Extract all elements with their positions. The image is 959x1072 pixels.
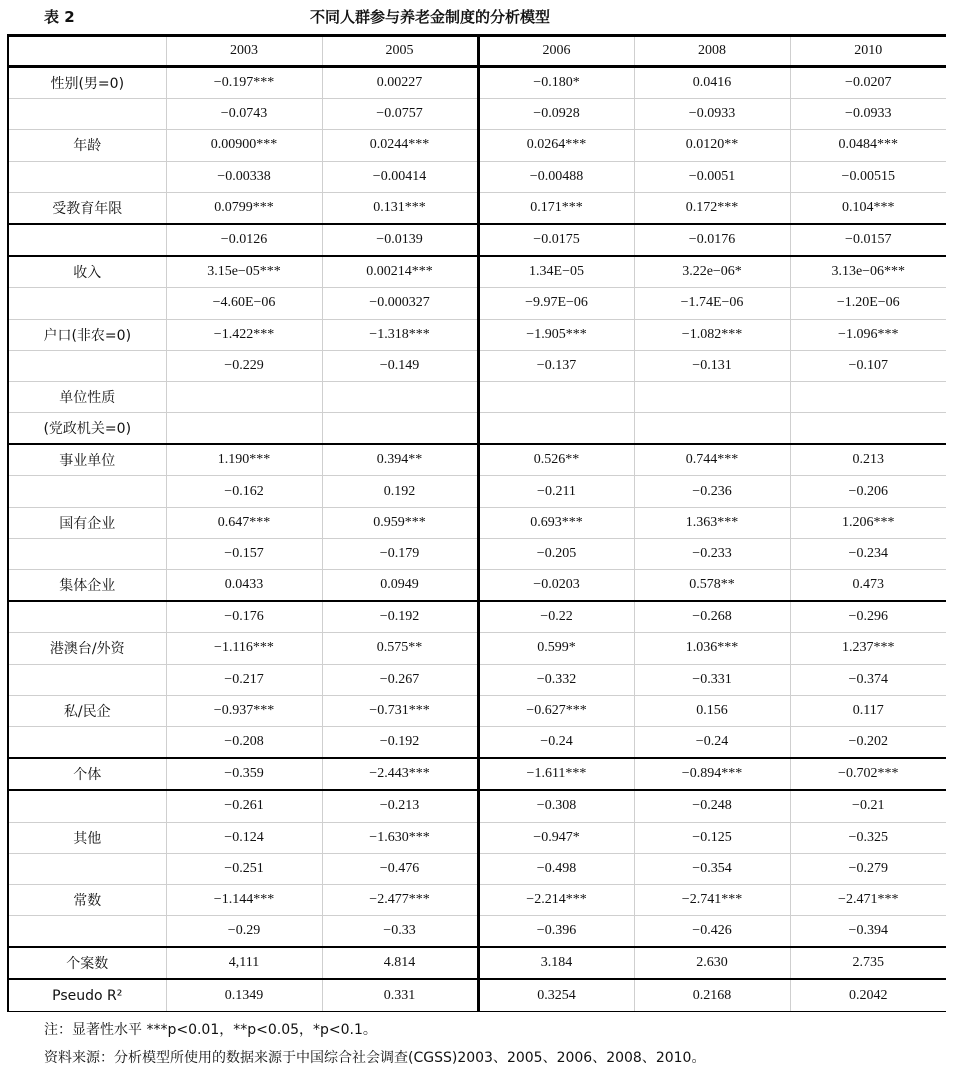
row-label: 性别(男=0): [8, 67, 166, 99]
table-row: [8, 601, 946, 633]
coefficient-cell: −0.234: [790, 538, 946, 569]
coefficient-cell: 0.117: [790, 695, 946, 726]
table-row: [8, 319, 946, 350]
coefficient-cell: −0.374: [790, 664, 946, 695]
significance-note: 注：显著性水平 ***p<0.01，**p<0.05，*p<0.1。: [44, 1022, 377, 1038]
coefficient-cell: −0.702***: [790, 758, 946, 790]
row-label: 私/民企: [8, 695, 166, 726]
table-row: [8, 979, 946, 1011]
table-row: [8, 695, 946, 726]
coefficient-cell: 0.172***: [634, 192, 790, 224]
row-label: [8, 790, 166, 822]
row-label: 年龄: [8, 130, 166, 161]
coefficient-cell: −9.97E−06: [478, 288, 634, 319]
coefficient-cell: −0.206: [790, 476, 946, 507]
coefficient-cell: −0.107: [790, 350, 946, 381]
coefficient-cell: −0.0757: [322, 99, 478, 130]
coefficient-cell: −1.096***: [790, 319, 946, 350]
coefficient-cell: 0.0799***: [166, 192, 322, 224]
coefficient-cell: 0.0264***: [478, 130, 634, 161]
coefficient-cell: −0.211: [478, 476, 634, 507]
coefficient-cell: −0.894***: [634, 758, 790, 790]
coefficient-cell: −0.162: [166, 476, 322, 507]
coefficient-cell: −0.261: [166, 790, 322, 822]
table-row: [8, 350, 946, 381]
coefficient-cell: −0.296: [790, 601, 946, 633]
row-label: [8, 350, 166, 381]
table-label: 表 2: [44, 8, 75, 26]
coefficient-cell: −0.308: [478, 790, 634, 822]
coefficient-cell: −0.248: [634, 790, 790, 822]
coefficient-cell: −4.60E−06: [166, 288, 322, 319]
coefficient-cell: −0.0928: [478, 99, 634, 130]
coefficient-cell: −1.20E−06: [790, 288, 946, 319]
coefficient-cell: −0.180*: [478, 67, 634, 99]
coefficient-cell: −0.22: [478, 601, 634, 633]
coefficient-cell: 0.00214***: [322, 256, 478, 288]
coefficient-cell: 0.3254: [478, 979, 634, 1011]
coefficient-cell: −0.137: [478, 350, 634, 381]
coefficient-cell: −0.426: [634, 916, 790, 948]
table-row: [8, 947, 946, 979]
coefficient-cell: −0.21: [790, 790, 946, 822]
coefficient-cell: [634, 381, 790, 412]
coefficient-cell: 0.0244***: [322, 130, 478, 161]
coefficient-cell: 0.647***: [166, 507, 322, 538]
coefficient-cell: 3.13e−06***: [790, 256, 946, 288]
coefficient-cell: −0.00488: [478, 161, 634, 192]
coefficient-cell: 0.213: [790, 444, 946, 476]
coefficient-cell: −0.192: [322, 726, 478, 758]
coefficient-cell: 0.578**: [634, 570, 790, 602]
coefficient-cell: −2.741***: [634, 884, 790, 915]
coefficient-cell: 0.0433: [166, 570, 322, 602]
table-row: [8, 726, 946, 758]
coefficient-cell: −0.396: [478, 916, 634, 948]
row-label: [8, 161, 166, 192]
row-label: [8, 476, 166, 507]
coefficient-cell: −0.125: [634, 822, 790, 853]
coefficient-cell: 0.192: [322, 476, 478, 507]
table-row: [8, 444, 946, 476]
coefficient-cell: 1.237***: [790, 633, 946, 664]
coefficient-cell: 1.34E−05: [478, 256, 634, 288]
year-header: 2003: [166, 36, 322, 67]
coefficient-cell: −1.422***: [166, 319, 322, 350]
coefficient-cell: −0.000327: [322, 288, 478, 319]
row-label: [8, 726, 166, 758]
coefficient-cell: 1.363***: [634, 507, 790, 538]
table-row: [8, 822, 946, 853]
coefficient-cell: −0.267: [322, 664, 478, 695]
row-label: [8, 538, 166, 569]
coefficient-cell: 0.156: [634, 695, 790, 726]
table-row: [8, 884, 946, 915]
coefficient-cell: 0.599*: [478, 633, 634, 664]
regression-table: [7, 34, 946, 1012]
coefficient-cell: −0.268: [634, 601, 790, 633]
row-label: 个案数: [8, 947, 166, 979]
table-row: [8, 99, 946, 130]
coefficient-cell: −0.0743: [166, 99, 322, 130]
coefficient-cell: 1.190***: [166, 444, 322, 476]
year-header-row: [8, 36, 946, 67]
coefficient-cell: [790, 413, 946, 445]
corner-cell: [8, 36, 166, 67]
year-header: 2006: [478, 36, 634, 67]
table-row: [8, 758, 946, 790]
coefficient-cell: 0.00900***: [166, 130, 322, 161]
coefficient-cell: −1.905***: [478, 319, 634, 350]
coefficient-cell: [478, 381, 634, 412]
coefficient-cell: −0.205: [478, 538, 634, 569]
coefficient-cell: −0.0126: [166, 224, 322, 256]
coefficient-cell: −0.0933: [634, 99, 790, 130]
coefficient-cell: 0.331: [322, 979, 478, 1011]
coefficient-cell: −2.214***: [478, 884, 634, 915]
coefficient-cell: 3.184: [478, 947, 634, 979]
coefficient-cell: 1.036***: [634, 633, 790, 664]
coefficient-cell: −0.331: [634, 664, 790, 695]
coefficient-cell: −0.359: [166, 758, 322, 790]
coefficient-cell: 2.630: [634, 947, 790, 979]
table-row: [8, 413, 946, 445]
coefficient-cell: 0.959***: [322, 507, 478, 538]
coefficient-cell: −0.251: [166, 853, 322, 884]
coefficient-cell: [322, 413, 478, 445]
coefficient-cell: [166, 381, 322, 412]
coefficient-cell: −2.443***: [322, 758, 478, 790]
coefficient-cell: −0.00515: [790, 161, 946, 192]
row-label: 国有企业: [8, 507, 166, 538]
source-note: 资料来源：分析模型所使用的数据来源于中国综合社会调查(CGSS)2003、2005、2006、2008、2010。: [44, 1050, 706, 1066]
coefficient-cell: −0.00414: [322, 161, 478, 192]
table-row: [8, 853, 946, 884]
coefficient-cell: −0.217: [166, 664, 322, 695]
coefficient-cell: −0.0175: [478, 224, 634, 256]
row-label: Pseudo R²: [8, 979, 166, 1011]
coefficient-cell: −0.731***: [322, 695, 478, 726]
table-row: [8, 633, 946, 664]
coefficient-cell: −0.937***: [166, 695, 322, 726]
coefficient-cell: −0.157: [166, 538, 322, 569]
coefficient-cell: −0.192: [322, 601, 478, 633]
coefficient-cell: −0.233: [634, 538, 790, 569]
table-row: [8, 192, 946, 224]
coefficient-cell: −1.611***: [478, 758, 634, 790]
table-row: [8, 664, 946, 695]
coefficient-cell: 0.744***: [634, 444, 790, 476]
row-label: [8, 99, 166, 130]
table-row: [8, 507, 946, 538]
coefficient-cell: 0.394**: [322, 444, 478, 476]
coefficient-cell: −1.144***: [166, 884, 322, 915]
coefficient-cell: −0.208: [166, 726, 322, 758]
row-label: 受教育年限: [8, 192, 166, 224]
coefficient-cell: −0.176: [166, 601, 322, 633]
coefficient-cell: −0.0176: [634, 224, 790, 256]
row-label: [8, 224, 166, 256]
coefficient-cell: −1.082***: [634, 319, 790, 350]
coefficient-cell: −0.00338: [166, 161, 322, 192]
coefficient-cell: 0.0484***: [790, 130, 946, 161]
coefficient-cell: 1.206***: [790, 507, 946, 538]
coefficient-cell: 3.22e−06*: [634, 256, 790, 288]
coefficient-cell: −0.197***: [166, 67, 322, 99]
coefficient-cell: −0.0207: [790, 67, 946, 99]
row-label: (党政机关=0): [8, 413, 166, 445]
coefficient-cell: 0.575**: [322, 633, 478, 664]
coefficient-cell: −0.0203: [478, 570, 634, 602]
coefficient-cell: −1.74E−06: [634, 288, 790, 319]
table-row: [8, 130, 946, 161]
coefficient-cell: 0.693***: [478, 507, 634, 538]
coefficient-cell: −0.179: [322, 538, 478, 569]
coefficient-cell: −1.116***: [166, 633, 322, 664]
table-row: [8, 790, 946, 822]
row-label: 单位性质: [8, 381, 166, 412]
year-header: 2008: [634, 36, 790, 67]
coefficient-cell: 0.0416: [634, 67, 790, 99]
coefficient-cell: 4.814: [322, 947, 478, 979]
coefficient-cell: [790, 381, 946, 412]
coefficient-cell: −0.476: [322, 853, 478, 884]
coefficient-cell: −1.630***: [322, 822, 478, 853]
row-label: 个体: [8, 758, 166, 790]
table-notes: [44, 1016, 705, 1072]
coefficient-cell: 2.735: [790, 947, 946, 979]
table-row: [8, 570, 946, 602]
coefficient-cell: −0.236: [634, 476, 790, 507]
row-label: [8, 601, 166, 633]
table-row: [8, 161, 946, 192]
coefficient-cell: 4,111: [166, 947, 322, 979]
table-row: [8, 256, 946, 288]
coefficient-cell: 0.104***: [790, 192, 946, 224]
row-label: 事业单位: [8, 444, 166, 476]
row-label: [8, 853, 166, 884]
coefficient-cell: −0.0051: [634, 161, 790, 192]
table-title: 不同人群参与养老金制度的分析模型: [310, 8, 551, 26]
row-label: [8, 664, 166, 695]
coefficient-cell: −0.498: [478, 853, 634, 884]
coefficient-cell: 0.0949: [322, 570, 478, 602]
coefficient-cell: 0.0120**: [634, 130, 790, 161]
coefficient-cell: 0.131***: [322, 192, 478, 224]
coefficient-cell: 0.1349: [166, 979, 322, 1011]
table-row: [8, 538, 946, 569]
table-row: [8, 476, 946, 507]
table-row: [8, 916, 946, 948]
row-label: [8, 916, 166, 948]
coefficient-cell: 0.2042: [790, 979, 946, 1011]
coefficient-cell: −0.0157: [790, 224, 946, 256]
coefficient-cell: −0.0139: [322, 224, 478, 256]
coefficient-cell: −0.394: [790, 916, 946, 948]
row-label: 集体企业: [8, 570, 166, 602]
coefficient-cell: −0.24: [478, 726, 634, 758]
coefficient-cell: −0.24: [634, 726, 790, 758]
year-header: 2005: [322, 36, 478, 67]
table-row: [8, 67, 946, 99]
coefficient-cell: [166, 413, 322, 445]
coefficient-cell: −0.325: [790, 822, 946, 853]
table-row: [8, 288, 946, 319]
coefficient-cell: [478, 413, 634, 445]
table-header: [0, 6, 959, 28]
coefficient-cell: −2.471***: [790, 884, 946, 915]
table-row: [8, 224, 946, 256]
coefficient-cell: −0.354: [634, 853, 790, 884]
coefficient-cell: −0.124: [166, 822, 322, 853]
coefficient-cell: 0.2168: [634, 979, 790, 1011]
coefficient-cell: −0.627***: [478, 695, 634, 726]
coefficient-cell: −0.213: [322, 790, 478, 822]
coefficient-cell: [634, 413, 790, 445]
row-label: 常数: [8, 884, 166, 915]
coefficient-cell: −0.279: [790, 853, 946, 884]
coefficient-cell: −0.131: [634, 350, 790, 381]
table-row: [8, 381, 946, 412]
row-label: 港澳台/外资: [8, 633, 166, 664]
row-label: [8, 288, 166, 319]
coefficient-cell: −0.0933: [790, 99, 946, 130]
year-header: 2010: [790, 36, 946, 67]
coefficient-cell: −1.318***: [322, 319, 478, 350]
coefficient-cell: −0.149: [322, 350, 478, 381]
coefficient-cell: [322, 381, 478, 412]
row-label: 收入: [8, 256, 166, 288]
coefficient-cell: −2.477***: [322, 884, 478, 915]
row-label: 户口(非农=0): [8, 319, 166, 350]
coefficient-cell: 3.15e−05***: [166, 256, 322, 288]
coefficient-cell: −0.33: [322, 916, 478, 948]
coefficient-cell: −0.29: [166, 916, 322, 948]
coefficient-cell: −0.947*: [478, 822, 634, 853]
coefficient-cell: −0.332: [478, 664, 634, 695]
coefficient-cell: 0.171***: [478, 192, 634, 224]
row-label: 其他: [8, 822, 166, 853]
coefficient-cell: 0.473: [790, 570, 946, 602]
coefficient-cell: 0.00227: [322, 67, 478, 99]
coefficient-cell: 0.526**: [478, 444, 634, 476]
coefficient-cell: −0.202: [790, 726, 946, 758]
coefficient-cell: −0.229: [166, 350, 322, 381]
